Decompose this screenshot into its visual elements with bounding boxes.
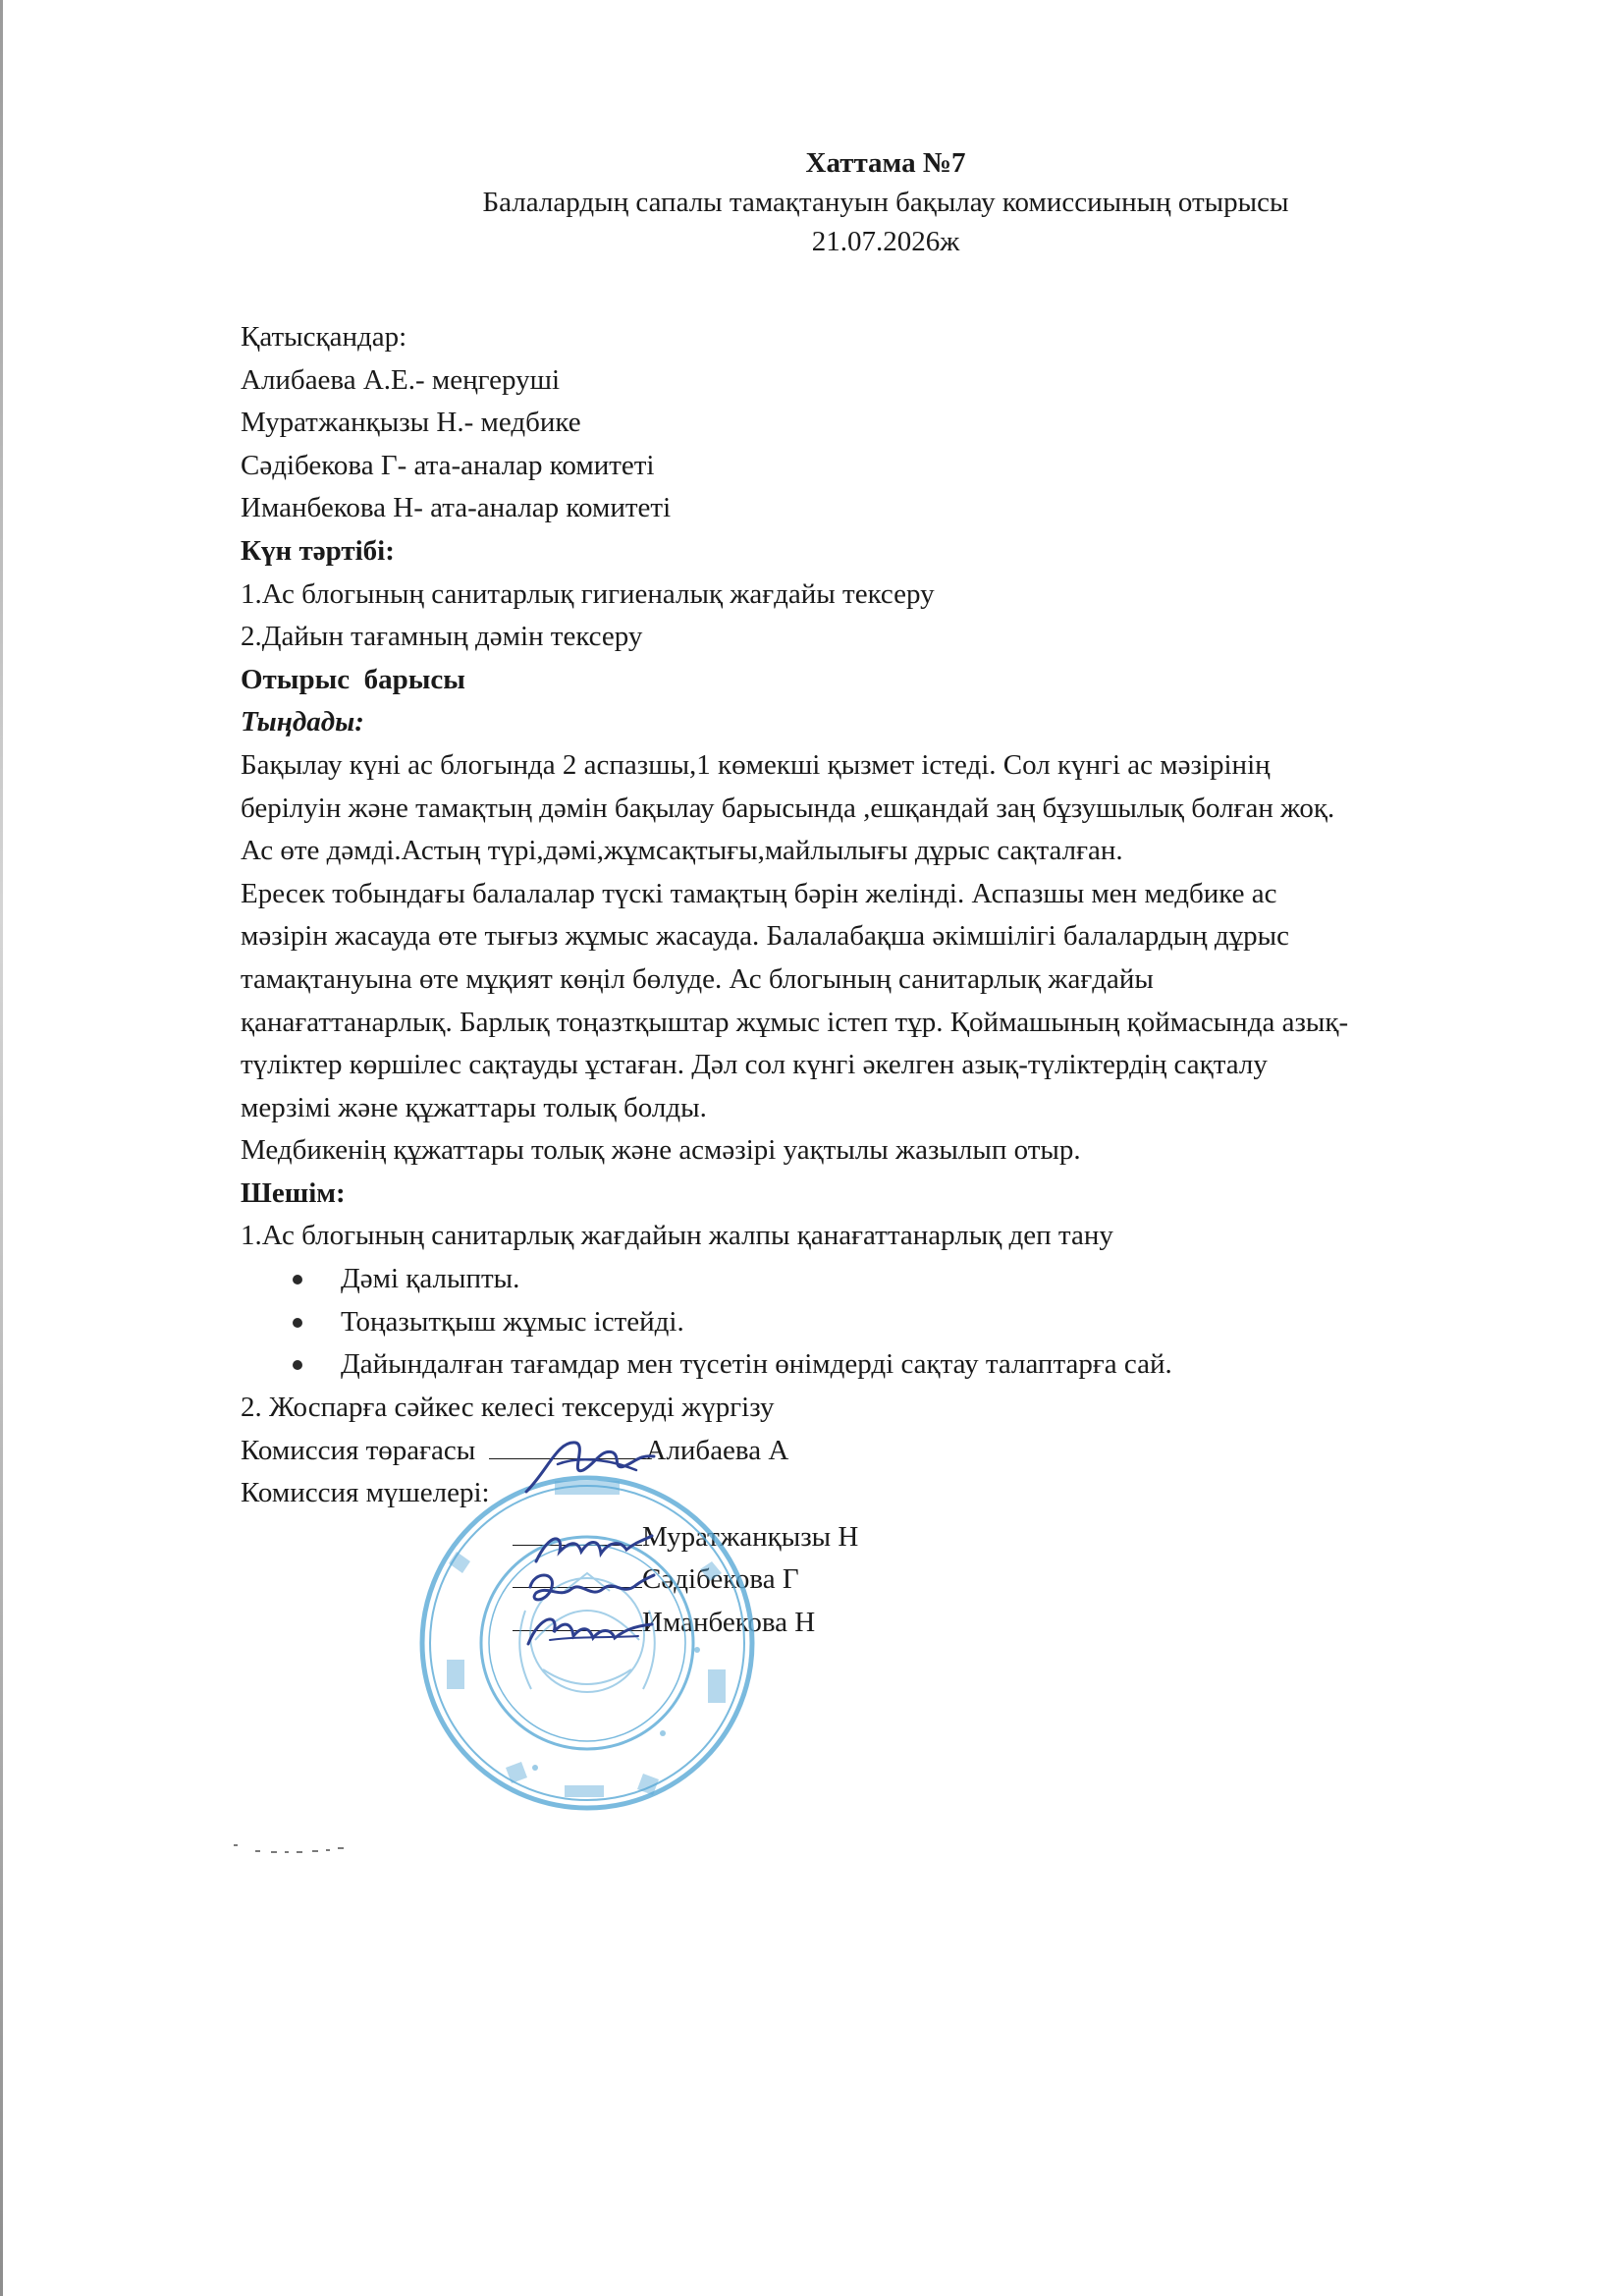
proceedings-line: мәзірін жасауда өте тығыз жұмыс жасауда. Балалабақша әкімшілігі балалардың дұрыс — [241, 920, 1289, 953]
member-name: Сәдібекова Г — [642, 1563, 799, 1596]
member-name: Муратжанқызы Н — [642, 1520, 859, 1553]
member-signature-icon — [520, 1563, 658, 1613]
member-name: Иманбекова Н — [642, 1606, 816, 1638]
participant-item: Иманбекова Н- ата-аналар комитеті — [241, 492, 672, 524]
chair-label: Комиссия төрағасы — [241, 1435, 476, 1467]
document-title: Хаттама №7 — [805, 147, 966, 179]
members-label: Комиссия мүшелері: — [241, 1477, 490, 1509]
proceedings-line: Ас өте дәмді.Астың түрі,дәмі,жұмсақтығы,майлылығы дұрыс сақталған. — [241, 835, 1123, 867]
document-header — [0, 143, 1624, 261]
decision-bullet — [241, 1258, 1537, 1301]
document-body — [241, 316, 1537, 1643]
proceedings-line: Медбикенің құжаттары толық және асмәзірі уақтылы жазылып отыр. — [241, 1134, 1081, 1167]
bullet-dot-icon — [293, 1318, 302, 1328]
participants-heading: Қатысқандар: — [241, 321, 407, 353]
decision-bullet-text: Дайындалған тағамдар мен түсетін өнімдерді сақтау талаптарға сай. — [341, 1348, 1172, 1381]
proceedings-line: мерзімі және құжаттары толық болды. — [241, 1091, 707, 1123]
proceedings-line: тамақтануына өте мұқият көңіл бөлуде. Ас блогының санитарлық жағдайы — [241, 962, 1154, 995]
member-signature-icon — [520, 1607, 658, 1656]
scan-edge — [0, 0, 3, 2296]
decision-bullet-text: Дәмі қалыпты. — [341, 1263, 520, 1295]
participant-item: Алибаева А.Е.- меңгеруші — [241, 363, 561, 396]
decision-bullet-text: Тоңазытқыш жұмыс істейді. — [341, 1305, 684, 1338]
proceedings-line: түліктер көршілес сақтауды ұстаған. Дәл сол күнгі әкелген азық-түліктердің сақталу — [241, 1049, 1268, 1081]
document-date: 21.07.2026ж — [811, 226, 960, 257]
decision-bullet — [241, 1343, 1537, 1387]
bullet-dot-icon — [293, 1360, 302, 1370]
decision-bullet — [241, 1301, 1537, 1344]
scan-specks-icon — [232, 1836, 369, 1866]
proceedings-line: Бақылау күні ас блогында 2 аспазшы,1 көмекші қызмет істеді. Сол күнгі ас мәзірінің — [241, 748, 1271, 781]
participant-item: Муратжанқызы Н.- медбике — [241, 407, 581, 439]
chair-signature-icon — [518, 1431, 666, 1500]
proceedings-line: Ересек тобындағы балалалар түскі тамақтың бәрін желінді. Аспазшы мен медбике ас — [241, 877, 1277, 909]
proceedings-line: қанағаттанарлық. Барлық тоңазтқыштар жұмыс істеп тұр. Қоймашының қоймасында азық- — [241, 1006, 1349, 1038]
agenda-item: 1.Ас блогының санитарлық гигиеналық жағдайы тексеру — [241, 577, 935, 610]
chair-signature-row — [241, 1429, 1537, 1472]
decision-heading: Шешім: — [241, 1176, 346, 1209]
document-subtitle: Балалардың сапалы тамақтануын бақылау комиссиының отырысы — [482, 187, 1289, 218]
bullet-dot-icon — [293, 1275, 302, 1285]
proceedings-line: берілуін және тамақтың дәмін бақылау барысында ,ешқандай заң бұзушылық болған жоқ. — [241, 792, 1335, 824]
proceedings-heading: Отырыс барысы — [241, 663, 465, 695]
participant-item: Сәдібекова Г- ата-аналар комитеті — [241, 449, 655, 481]
chair-name: Алибаева А — [645, 1435, 789, 1467]
agenda-heading: Күн тәртібі: — [241, 534, 395, 567]
decision-item-2: 2. Жоспарға сәйкес келесі тексеруді жүргізу — [241, 1391, 775, 1423]
decision-item-1: 1.Ас блогының санитарлық жағдайын жалпы қанағаттанарлық деп тану — [241, 1220, 1113, 1252]
agenda-item: 2.Дайын тағамның дәмін тексеру — [241, 621, 643, 653]
listened-heading: Тыңдады: — [241, 706, 364, 738]
